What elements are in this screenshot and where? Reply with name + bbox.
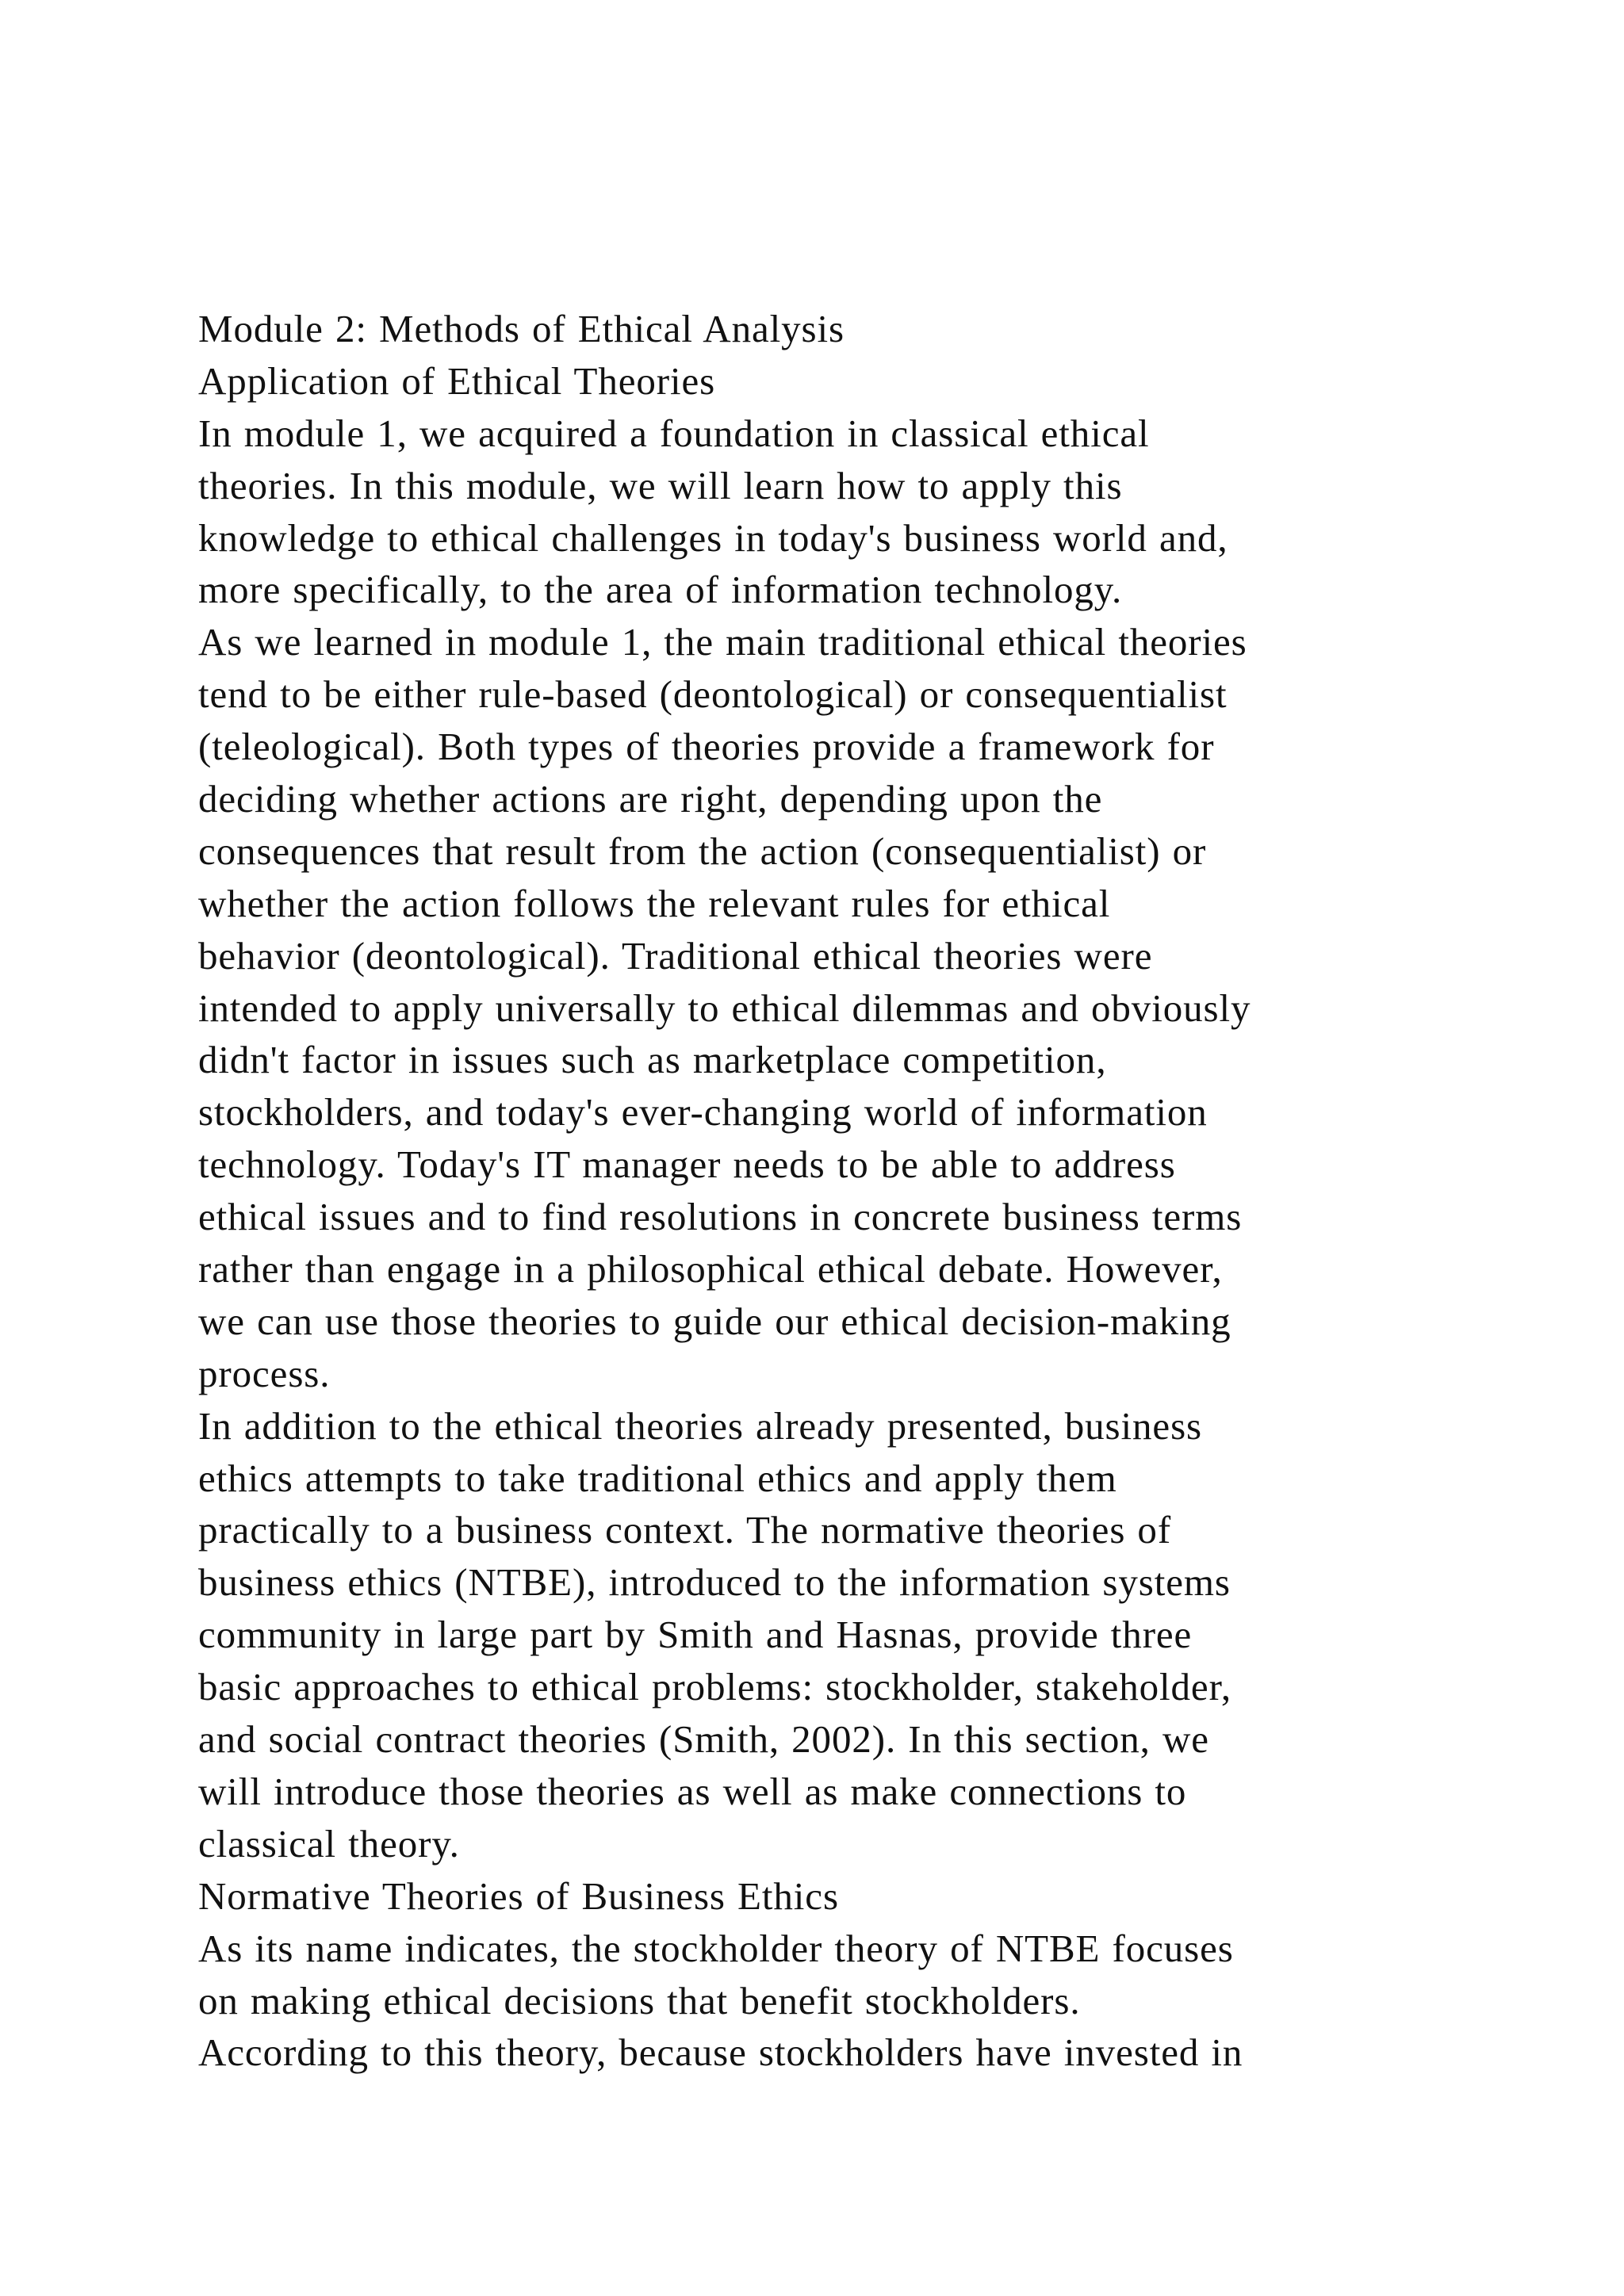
text-line: behavior (deontological). Traditional ethical theories were: [198, 933, 1153, 978]
text-line: will introduce those theories as well as make connections to: [198, 1769, 1187, 1813]
text-line: intended to apply universally to ethical dilemmas and obviously: [198, 985, 1251, 1030]
text-line: tend to be either rule-based (deontological) or consequentialist: [198, 672, 1228, 717]
text-line: on making ethical decisions that benefit stockholders.: [198, 1978, 1081, 2022]
text-line: more specifically, to the area of information technology.: [198, 568, 1123, 612]
text-line: According to this theory, because stockholders have invested in: [198, 2030, 1243, 2075]
text-line: business ethics (NTBE), introduced to the information systems: [198, 1560, 1231, 1605]
text-line: process.: [198, 1351, 331, 1395]
text-line: rather than engage in a philosophical ethical debate. However,: [198, 1247, 1223, 1292]
text-line: knowledge to ethical challenges in today's business world and,: [198, 515, 1228, 560]
text-line: As we learned in module 1, the main traditional ethical theories: [198, 620, 1247, 664]
text-line: didn't factor in issues such as marketplace competition,: [198, 1038, 1107, 1082]
text-line: In addition to the ethical theories already presented, business: [198, 1403, 1203, 1448]
text-line: ethical issues and to find resolutions in concrete business terms: [198, 1195, 1243, 1239]
text-line: consequences that result from the action (consequentialist) or: [198, 828, 1207, 873]
text-line: In module 1, we acquired a foundation in classical ethical: [198, 411, 1150, 455]
text-line: ethics attempts to take traditional ethics and apply them: [198, 1456, 1117, 1500]
text-line: (teleological). Both types of theories provide a framework for: [198, 725, 1215, 769]
section-heading: Normative Theories of Business Ethics: [198, 1873, 839, 1918]
text-line: stockholders, and today's ever-changing world of information: [198, 1090, 1208, 1135]
text-line: practically to a business context. The normative theories of: [198, 1508, 1172, 1552]
module-title: Module 2: Methods of Ethical Analysis: [198, 307, 845, 350]
document-body: [198, 303, 1507, 2079]
text-line: deciding whether actions are right, depending upon the: [198, 777, 1103, 821]
section-heading: Application of Ethical Theories: [198, 358, 716, 403]
text-line: theories. In this module, we will learn how to apply this: [198, 463, 1123, 507]
text-line: community in large part by Smith and Hasnas, provide three: [198, 1613, 1193, 1657]
text-line: classical theory.: [198, 1821, 460, 1866]
text-line: basic approaches to ethical problems: stockholder, stakeholder,: [198, 1665, 1231, 1709]
text-line: and social contract theories (Smith, 2002). In this section, we: [198, 1717, 1209, 1762]
text-line: technology. Today's IT manager needs to be able to address: [198, 1142, 1176, 1187]
text-line: As its name indicates, the stockholder theory of NTBE focuses: [198, 1926, 1234, 1970]
text-line: whether the action follows the relevant rules for ethical: [198, 881, 1111, 925]
text-line: we can use those theories to guide our ethical decision-making: [198, 1299, 1231, 1343]
